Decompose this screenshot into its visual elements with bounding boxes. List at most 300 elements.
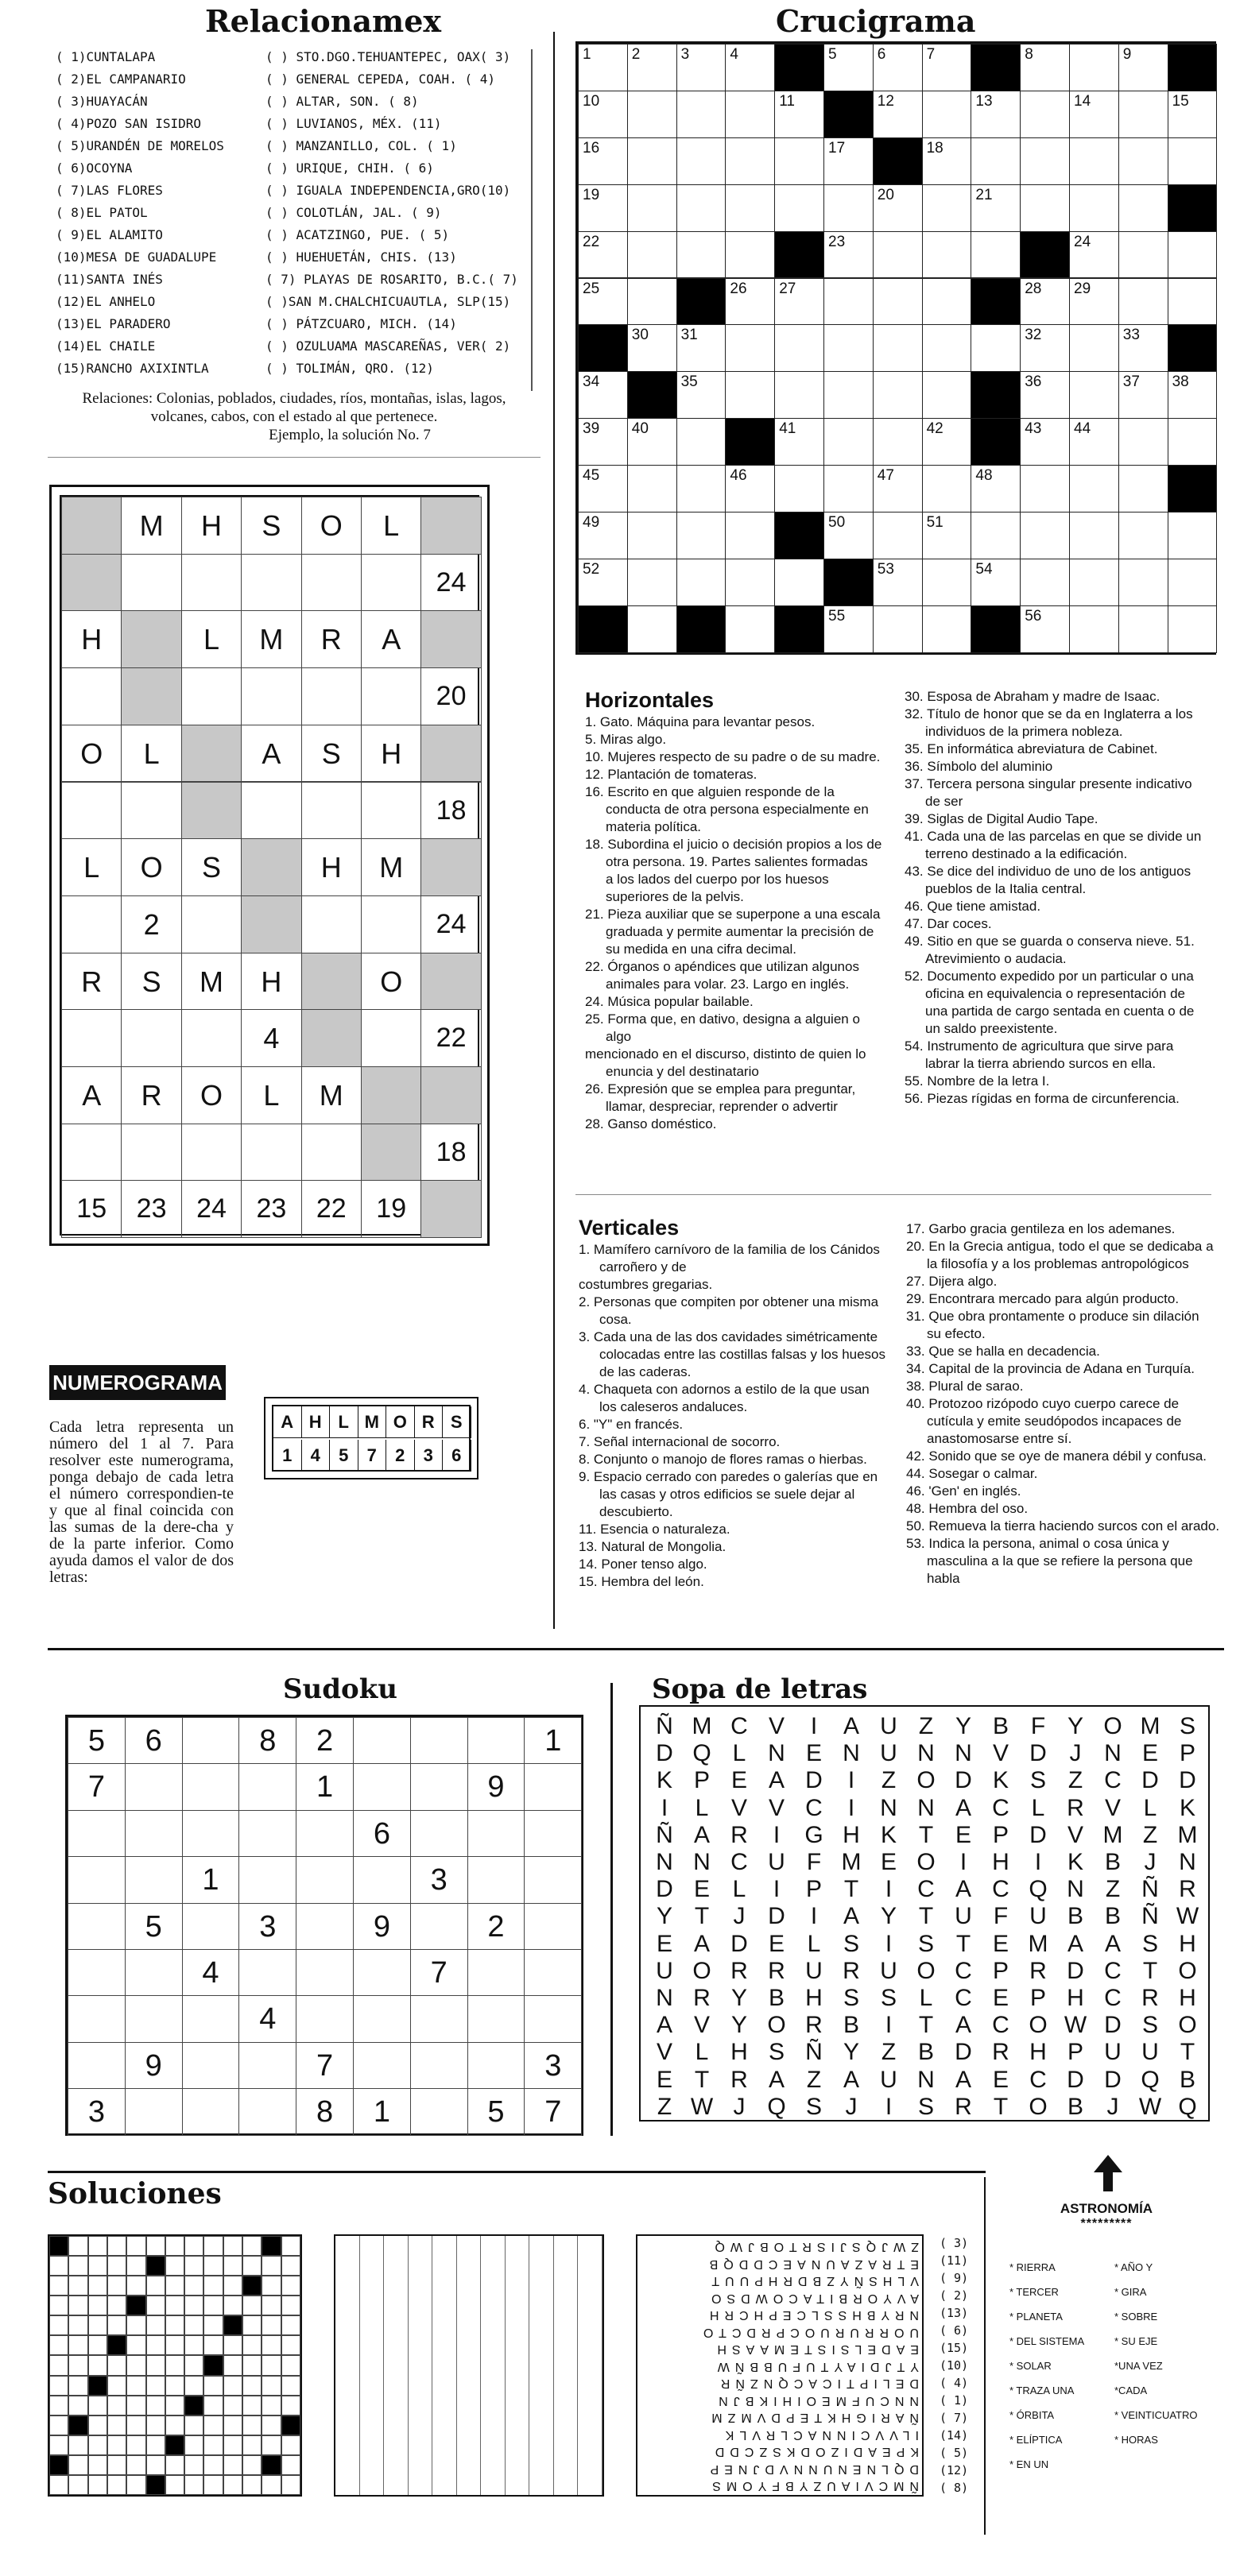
solution-cell xyxy=(203,2475,223,2495)
sopa-letter: U xyxy=(955,1903,972,1930)
cell-number: 27 xyxy=(779,280,796,297)
solution-sopa-row: VLHSÑYZBDRHPUUT xyxy=(706,2274,919,2288)
crossword-cell xyxy=(1069,465,1119,512)
crossword-cell xyxy=(725,512,775,559)
sopa-letter: I xyxy=(885,2012,893,2039)
clue-line: 9. Espacio cerrado con paredes o galerías que en xyxy=(579,1469,878,1484)
sudoku-cell: 3 xyxy=(68,2088,126,2135)
clue-line: llamar, despreciar, reprender o advertir xyxy=(606,1099,838,1114)
sudoku-cell xyxy=(410,1763,468,1810)
cell-number: 21 xyxy=(975,186,993,203)
solution-cell xyxy=(529,2236,554,2256)
solution-cell xyxy=(360,2415,385,2435)
crossword-cell xyxy=(922,137,972,185)
clue-line: 43. Se dice del individuo de uno de los antiguos xyxy=(905,864,1191,879)
cell-number: 43 xyxy=(1025,420,1042,438)
crossword-cell xyxy=(627,137,677,185)
cell-number: 10 xyxy=(583,92,600,110)
sopa-letter: A xyxy=(955,1794,971,1821)
clue-line: 47. Dar coces. xyxy=(905,916,992,931)
sudoku-cell xyxy=(68,1949,126,1996)
sopa-letter: T xyxy=(955,1930,971,1957)
sopa-letter: E xyxy=(880,1849,897,1875)
solution-cell xyxy=(384,2335,409,2355)
sopa-letter: P xyxy=(992,1957,1009,1984)
crossword-cell xyxy=(873,605,923,653)
clue-line: 35. En informática abreviatura de Cabinet. xyxy=(905,741,1158,756)
sopa-letter: U xyxy=(1104,2039,1122,2066)
clue-line: 15. Hembra del león. xyxy=(579,1574,704,1589)
solution-cell xyxy=(146,2236,165,2256)
sudoku-cell xyxy=(524,1949,582,1996)
solution-cell xyxy=(49,2335,68,2355)
crossword-cell xyxy=(1069,324,1119,372)
solution-cell xyxy=(409,2315,433,2335)
solution-cell xyxy=(360,2475,385,2495)
clue-line: 20. En la Grecia antigua, todo el que se dedicaba a xyxy=(906,1239,1214,1254)
numero-cell xyxy=(301,895,362,953)
crossword-cell xyxy=(823,559,874,606)
solution-cell xyxy=(335,2355,360,2375)
solution-cell xyxy=(126,2315,145,2335)
numero-cell: O xyxy=(301,497,362,555)
solution-cell xyxy=(49,2415,68,2435)
solution-cell xyxy=(432,2415,457,2435)
astronomia-word: * PLANETA xyxy=(1009,2311,1063,2323)
relacionamex-row xyxy=(56,94,533,118)
sudoku-cell xyxy=(353,1995,411,2042)
solution-cell xyxy=(335,2435,360,2455)
crossword-cell xyxy=(1069,44,1119,91)
sudoku-cell xyxy=(182,2088,240,2135)
crossword-cell xyxy=(676,418,726,466)
solution-cell xyxy=(409,2415,433,2435)
sudoku-cell xyxy=(410,1717,468,1764)
solution-cell xyxy=(506,2475,530,2495)
solution-cell xyxy=(360,2296,385,2315)
solution-cell xyxy=(242,2376,262,2396)
sopa-letter: O xyxy=(1029,2093,1048,2120)
sopa-letter: T xyxy=(843,1876,859,1903)
solution-cell xyxy=(432,2376,457,2396)
sopa-letter: O xyxy=(692,1957,711,1984)
crossword-cell xyxy=(676,605,726,653)
clue-line: 30. Esposa de Abraham y madre de Isaac. xyxy=(905,689,1160,704)
sopa-letter: E xyxy=(656,2066,672,2093)
numerograma-instructions: Cada letra representa un número del 1 al 7. Para resolver este numerograma, ponga debajo de cada letra el número correspondien-te y que al final coincida con las sumas de la dere-cha y de la parte inferior. Como ayuda damos el valor de dos letras: xyxy=(49,1418,234,1586)
sudoku-cell: 1 xyxy=(524,1717,582,1764)
sudoku-cell xyxy=(296,1903,354,1950)
clue-line: otra persona. 19. Partes salientes formadas xyxy=(606,854,868,869)
clue-line: animales para volar. 23. Largo en inglés. xyxy=(606,977,850,992)
crossword-cell xyxy=(922,418,972,466)
crossword-cell xyxy=(922,559,972,606)
astronomia-word: * RIERRA xyxy=(1009,2261,1056,2273)
relacionamex-list xyxy=(56,49,533,391)
sopa-letter: Z xyxy=(881,1767,897,1794)
crossword-cell xyxy=(725,278,775,326)
clue-line: 11. Esencia o naturaleza. xyxy=(579,1522,730,1537)
key-value: 5 xyxy=(330,1440,358,1472)
sudoku-cell: 5 xyxy=(125,1903,183,1950)
sopa-letter: L xyxy=(732,1876,746,1903)
crossword-cell xyxy=(873,559,923,606)
sopa-letter: O xyxy=(916,1849,936,1875)
sopa-letter: V xyxy=(768,1794,785,1821)
solution-cell xyxy=(335,2335,360,2355)
sudoku-cell: 3 xyxy=(238,1903,296,1950)
numero-cell: M xyxy=(361,838,421,896)
astronomia-word: * TERCER xyxy=(1009,2286,1059,2298)
crossword-cell xyxy=(971,231,1021,279)
sudoku-cell: 1 xyxy=(182,1856,240,1903)
crossword-cell xyxy=(1020,91,1070,138)
solution-cell xyxy=(457,2256,482,2276)
sopa-letter: S xyxy=(917,1930,934,1957)
crossword-cell xyxy=(725,371,775,419)
solution-cell xyxy=(529,2435,554,2455)
crossword-cell xyxy=(1069,278,1119,326)
solution-cell xyxy=(203,2355,223,2375)
crossword-cell xyxy=(774,512,824,559)
solution-cell xyxy=(432,2396,457,2415)
crossword-cell xyxy=(774,605,824,653)
sopa-letter: L xyxy=(1143,1794,1157,1821)
crossword-cell xyxy=(578,231,628,279)
sopa-letter: C xyxy=(1104,1957,1122,1984)
solution-cell xyxy=(554,2415,579,2435)
crossword-cell xyxy=(1118,512,1168,559)
relacionamex-left: ( 5)URANDÉN DE MORELOS xyxy=(56,138,224,153)
solution-cell xyxy=(184,2376,203,2396)
crossword-cell xyxy=(774,559,824,606)
astronomia-word: *CADA xyxy=(1114,2385,1148,2396)
numero-cell xyxy=(361,782,421,840)
crossword-cell xyxy=(676,91,726,138)
astronomia-word: * VEINTICUATRO xyxy=(1114,2409,1198,2421)
crossword-cell xyxy=(578,184,628,232)
solution-cell xyxy=(223,2296,242,2315)
sopa-letter: Y xyxy=(730,1985,747,2011)
solution-cell xyxy=(88,2256,107,2276)
solution-cell xyxy=(88,2236,107,2256)
relacionamex-right: ( 7) PLAYAS DE ROSARITO, B.C.( 7) xyxy=(265,272,518,287)
numero-cell xyxy=(121,1009,181,1067)
cell-number: 53 xyxy=(877,560,894,578)
clue-line: 6. "Y" en francés. xyxy=(579,1417,684,1432)
numero-cell xyxy=(241,838,301,896)
solution-cell xyxy=(360,2396,385,2415)
sopa-letter: L xyxy=(919,1985,933,2011)
solution-cell xyxy=(409,2276,433,2296)
sudoku-cell xyxy=(68,1810,126,1857)
numero-cell: 23 xyxy=(241,1180,301,1238)
crossword-cell xyxy=(676,512,726,559)
sopa-letter: W xyxy=(1176,1903,1199,1930)
sopa-letter: R xyxy=(1067,1794,1084,1821)
sudoku-cell xyxy=(524,1903,582,1950)
solution-cell xyxy=(281,2335,300,2355)
numero-cell: 20 xyxy=(420,667,481,725)
sopa-letter: E xyxy=(955,1821,971,1848)
sopa-letter: A xyxy=(768,1767,785,1794)
key-value: 7 xyxy=(358,1440,387,1472)
solution-cell xyxy=(432,2256,457,2276)
solution-cell xyxy=(223,2475,242,2495)
clue-line: algo xyxy=(606,1029,632,1044)
sopa-letter: C xyxy=(917,1876,935,1903)
solution-cell xyxy=(184,2415,203,2435)
solution-cell xyxy=(184,2256,203,2276)
crossword-cell xyxy=(1168,231,1218,279)
solution-cell xyxy=(262,2256,281,2276)
relacionamex-row xyxy=(56,161,533,184)
solution-cell xyxy=(68,2376,87,2396)
relacionamex-row xyxy=(56,138,533,162)
relacionamex-note-3: Ejemplo, la solución No. 7 xyxy=(269,427,431,443)
relacionamex-note-2: volcanes, cabos, con el estado al que pertenece. xyxy=(150,408,438,425)
numero-cell xyxy=(241,782,301,840)
sopa-letter: B xyxy=(1104,1903,1121,1930)
sopa-letter: K xyxy=(656,1767,672,1794)
crossword-cell xyxy=(676,559,726,606)
solution-crossword xyxy=(48,2234,302,2497)
relacionamex-right: ( ) ACATZINGO, PUE. ( 5) xyxy=(265,227,450,242)
crucigrama-title: Crucigrama xyxy=(776,3,976,39)
sudoku-cell xyxy=(238,1763,296,1810)
relacionamex-left: (10)MESA DE GUADALUPE xyxy=(56,249,217,265)
divider xyxy=(575,1194,1211,1195)
sopa-letter: D xyxy=(730,1930,748,1957)
solution-cell xyxy=(481,2236,506,2256)
solution-cell xyxy=(529,2355,554,2375)
relacionamex-row xyxy=(56,294,533,318)
solution-cell xyxy=(126,2435,145,2455)
sopa-letter: D xyxy=(955,2039,972,2066)
relacionamex-right: ( ) HUEHUETÁN, CHIS. (13) xyxy=(265,249,457,265)
cell-number: 47 xyxy=(877,467,894,485)
sudoku-cell xyxy=(467,1810,525,1857)
solution-cell xyxy=(126,2276,145,2296)
solution-cell xyxy=(529,2315,554,2335)
sopa-letter: P xyxy=(992,1821,1009,1848)
sopa-letter: B xyxy=(843,2012,859,2039)
sopa-letter: D xyxy=(1029,1821,1047,1848)
numero-cell: 2 xyxy=(121,895,181,953)
crossword-cell xyxy=(725,44,775,91)
crossword-cell xyxy=(725,418,775,466)
astronomia-word: * DEL SISTEMA xyxy=(1009,2335,1085,2347)
sudoku-cell xyxy=(353,1856,411,1903)
sudoku-cell xyxy=(296,1856,354,1903)
sopa-letter: D xyxy=(955,1767,972,1794)
sopa-letter: D xyxy=(1029,1740,1047,1767)
crossword-cell xyxy=(1069,184,1119,232)
verticales-column xyxy=(579,1216,886,1591)
solution-cell xyxy=(126,2376,145,2396)
solution-cell xyxy=(68,2236,87,2256)
solution-cell xyxy=(88,2415,107,2435)
solution-cell xyxy=(126,2455,145,2475)
numero-cell: O xyxy=(181,1066,242,1124)
clue-line: 50. Remueva la tierra haciendo surcos con el arado. xyxy=(906,1518,1220,1534)
sopa-letter: T xyxy=(918,1903,934,1930)
solution-cell xyxy=(432,2355,457,2375)
crossword-cell xyxy=(1069,605,1119,653)
crossword-cell xyxy=(578,559,628,606)
cell-number: 32 xyxy=(1025,327,1042,344)
solution-cell xyxy=(554,2335,579,2355)
sopa-letter: V xyxy=(656,2039,672,2066)
sopa-letter: J xyxy=(845,2093,858,2120)
solution-cell xyxy=(360,2335,385,2355)
solution-cell xyxy=(165,2236,184,2256)
crossword-cell xyxy=(627,371,677,419)
crossword-cell xyxy=(971,465,1021,512)
cell-number: 45 xyxy=(583,467,600,485)
sopa-letter: B xyxy=(1067,2093,1083,2120)
solution-cell xyxy=(529,2296,554,2315)
relacionamex-row xyxy=(56,72,533,95)
cell-number: 29 xyxy=(1074,280,1091,297)
solution-cell xyxy=(281,2256,300,2276)
crossword-cell xyxy=(774,465,824,512)
numero-cell: R xyxy=(121,1066,181,1124)
rel-answer: (11) xyxy=(940,2253,969,2268)
solution-cell xyxy=(481,2376,506,2396)
key-value: 3 xyxy=(415,1440,444,1472)
sopa-letter: M xyxy=(841,1849,862,1875)
cell-number: 37 xyxy=(1122,373,1140,391)
clue-line: 10. Mujeres respecto de su padre o de su madre. xyxy=(585,749,881,764)
clue-line: terreno destinado a la edificación. xyxy=(925,846,1128,861)
crossword-cell xyxy=(873,91,923,138)
cell-number: 4 xyxy=(730,46,738,63)
sopa-letter: O xyxy=(1178,1957,1197,1984)
section-divider xyxy=(48,2171,986,2173)
relacionamex-left: ( 3)HUAYACÁN xyxy=(56,94,148,109)
cell-number: 16 xyxy=(583,139,600,157)
sopa-letter: L xyxy=(695,2039,709,2066)
verticales-column-2 xyxy=(906,1220,1220,1588)
crossword-cell xyxy=(971,278,1021,326)
sopa-letter: B xyxy=(917,2039,934,2066)
solution-cell xyxy=(384,2236,409,2256)
crossword-cell xyxy=(774,137,824,185)
solution-cell xyxy=(457,2276,482,2296)
clue-line: 44. Sosegar o calmar. xyxy=(906,1466,1038,1481)
crossword-cell xyxy=(627,91,677,138)
solution-cell xyxy=(107,2236,126,2256)
crossword-cell xyxy=(873,324,923,372)
solution-cell xyxy=(529,2475,554,2495)
sopa-letter: C xyxy=(955,1985,972,2011)
relacionamex-left: ( 4)POZO SAN ISIDRO xyxy=(56,116,202,131)
solution-cell xyxy=(262,2296,281,2315)
crossword-cell xyxy=(774,418,824,466)
clue-line: 37. Tercera persona singular presente indicativo xyxy=(905,776,1192,791)
solution-cell xyxy=(506,2315,530,2335)
crossword-cell xyxy=(823,465,874,512)
clue-line: 34. Capital de la provincia de Adana en Turquía. xyxy=(906,1361,1195,1376)
astronomia-word: * SOLAR xyxy=(1009,2360,1052,2372)
crossword-cell xyxy=(774,91,824,138)
solution-cell xyxy=(384,2376,409,2396)
sopa-letter: Ñ xyxy=(1141,1903,1159,1930)
sudoku-cell xyxy=(68,1856,126,1903)
sopa-letter: Q xyxy=(767,2093,786,2120)
cell-number: 23 xyxy=(828,233,846,250)
solution-cell xyxy=(184,2396,203,2415)
relacionamex-right: ( ) TOLIMÁN, QRO. (12) xyxy=(265,361,434,376)
sopa-letter: Q xyxy=(1178,2093,1197,2120)
solution-sopa xyxy=(636,2234,924,2497)
sudoku-cell xyxy=(68,1995,126,2042)
crossword-cell xyxy=(627,278,677,326)
numero-cell xyxy=(361,1009,421,1067)
cell-number: 46 xyxy=(730,467,747,485)
solution-cell xyxy=(242,2335,262,2355)
sopa-letter: S xyxy=(1029,1767,1046,1794)
crossword-cell xyxy=(1168,559,1218,606)
crossword-cell xyxy=(627,559,677,606)
sopa-letter: V xyxy=(693,2012,710,2039)
clue-line: su medida en una cifra decimal. xyxy=(606,942,797,957)
solution-cell xyxy=(506,2236,530,2256)
relacionamex-left: ( 2)EL CAMPANARIO xyxy=(56,72,186,87)
clue-line: 18. Subordina el juicio o decisión propios a los de xyxy=(585,837,882,852)
crossword-cell xyxy=(922,371,972,419)
solution-cell xyxy=(165,2355,184,2375)
solution-cell xyxy=(360,2455,385,2475)
sopa-letter: B xyxy=(1179,2066,1195,2093)
solution-cell xyxy=(554,2455,579,2475)
solution-cell xyxy=(88,2276,107,2296)
solution-cell xyxy=(88,2455,107,2475)
sopa-letter: O xyxy=(1103,1713,1122,1739)
sopa-letter: E xyxy=(693,1876,710,1903)
rel-answer: ( 9) xyxy=(940,2271,969,2285)
solution-cell xyxy=(49,2236,68,2256)
crossword-cell xyxy=(676,371,726,419)
sopa-letter: C xyxy=(992,1794,1009,1821)
sudoku-cell: 2 xyxy=(467,1903,525,1950)
clue-line: Atrevimiento o audacia. xyxy=(925,951,1067,966)
numero-cell xyxy=(420,1066,481,1124)
horizontales-column xyxy=(585,688,887,1133)
sudoku-cell xyxy=(524,1763,582,1810)
solution-cell xyxy=(107,2455,126,2475)
clue-line: un saldo preexistente. xyxy=(925,1021,1058,1036)
solution-cell xyxy=(242,2396,262,2415)
crossword-cell xyxy=(873,231,923,279)
solution-cell xyxy=(223,2376,242,2396)
clue-line: 54. Instrumento de agricultura que sirve para xyxy=(905,1039,1174,1054)
sopa-letter: I xyxy=(885,1930,893,1957)
clue-line: 52. Documento expedido por un particular o una xyxy=(905,969,1194,984)
crossword-cell xyxy=(1168,418,1218,466)
sopa-letter: H xyxy=(730,2039,748,2066)
solution-cell xyxy=(457,2315,482,2335)
solution-cell xyxy=(88,2435,107,2455)
rel-answer: ( 4) xyxy=(940,2376,969,2390)
solution-sopa-row: YTJDIAYTUFUBBÑW xyxy=(711,2359,919,2373)
sopa-letter: K xyxy=(880,1821,897,1848)
crossword-cell xyxy=(578,512,628,559)
crossword-cell xyxy=(1069,418,1119,466)
solution-cell xyxy=(49,2475,68,2495)
solution-cell xyxy=(384,2396,409,2415)
